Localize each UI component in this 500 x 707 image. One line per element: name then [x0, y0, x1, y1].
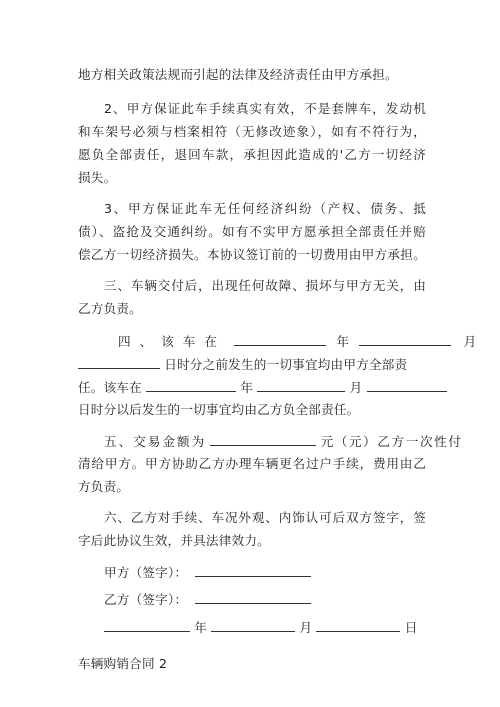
- clause-4-line-2: [78, 356, 426, 373]
- delivery-line-1: 三、车辆交付后，出现任何故障、损坏与甲方无关，由: [104, 278, 426, 293]
- amount-blank: [210, 433, 316, 446]
- date-year-label: 年: [194, 620, 208, 635]
- signature-a-blank: [195, 564, 311, 577]
- clause-6-line-1: 六、乙方对手续、车况外观、内饰认可后双方签字，签: [104, 510, 426, 525]
- signature-date: [104, 619, 426, 636]
- amount-label: 五、交易金额为: [104, 434, 207, 449]
- section-title: 车辆购销合同 2: [78, 656, 168, 671]
- clause-4-text-2: 任。该车在: [78, 380, 142, 395]
- clause-4-line-4: 日时分以后发生的一切事宜均由乙方负全部责任。: [78, 402, 360, 417]
- clause-5-line-1: [104, 433, 463, 450]
- signature-b-label: 乙方（签字）：: [104, 592, 188, 607]
- year-blank-2: [146, 379, 236, 392]
- clause-6-line-2: 字后此协议生效，并具法律效力。: [78, 533, 270, 548]
- clause-5-line-2: 清给甲方。甲方协助乙方办理车辆更名过户手续，费用由乙: [78, 456, 426, 471]
- month-label-2: 月: [349, 380, 363, 395]
- clause-4-text: 日时分之前发生的一切事宜均由甲方全部责: [164, 357, 408, 372]
- date-day-blank: [316, 619, 400, 632]
- signature-b-blank: [195, 591, 311, 604]
- signature-b: [104, 591, 426, 608]
- date-month-blank: [211, 619, 295, 632]
- date-month-label: 月: [299, 620, 313, 635]
- clause-4-prefix: 四、该车在: [118, 334, 226, 349]
- clause-3-line-1: 3、甲方保证此车无任何经济纠纷（产权、债务、抵: [104, 201, 426, 216]
- delivery-line-2: 乙方负责。: [78, 301, 142, 316]
- clause-3-line-3: 偿乙方一切经济损失。本协议签订前的一切费用由甲方承担。: [78, 247, 426, 262]
- clause-5-line-3: 方负责。: [78, 479, 130, 494]
- month-blank-2: [257, 379, 345, 392]
- clause-3-line-2: 债）、盗抢及交通纠纷。如有不实甲方愿承担全部责任并赔: [78, 224, 426, 239]
- clause-2-line-1: 2、甲方保证此车手续真实有效，不是套牌车，发动机: [104, 101, 426, 116]
- clause-4-line-1: [118, 333, 477, 350]
- year-label-2: 年: [240, 380, 254, 395]
- clause-2-line-2: 和车架号必须与档案相符（无修改迹象），如有不符行为，: [78, 124, 426, 139]
- year-label: 年: [336, 334, 350, 349]
- amount-suffix: 元（元）乙方一次性付: [320, 434, 463, 449]
- signature-a: [104, 564, 426, 581]
- clause-2-line-4: 损失。: [78, 170, 117, 185]
- clause-2-line-3: 愿负全部责任，退回车款，承担因此造成的'乙方一切经济: [78, 147, 426, 162]
- date-year-blank: [104, 619, 190, 632]
- month-blank: [359, 333, 451, 346]
- month-label: 月: [463, 334, 477, 349]
- date-day-label: 日: [404, 620, 418, 635]
- day-blank: [78, 356, 160, 369]
- text-line: 地方相关政策法规而引起的法律及经济责任由甲方承担。: [78, 67, 398, 82]
- signature-a-label: 甲方（签字）：: [104, 565, 188, 580]
- day-blank-2: [367, 379, 447, 392]
- year-blank: [234, 333, 326, 346]
- clause-4-line-3: [78, 379, 426, 396]
